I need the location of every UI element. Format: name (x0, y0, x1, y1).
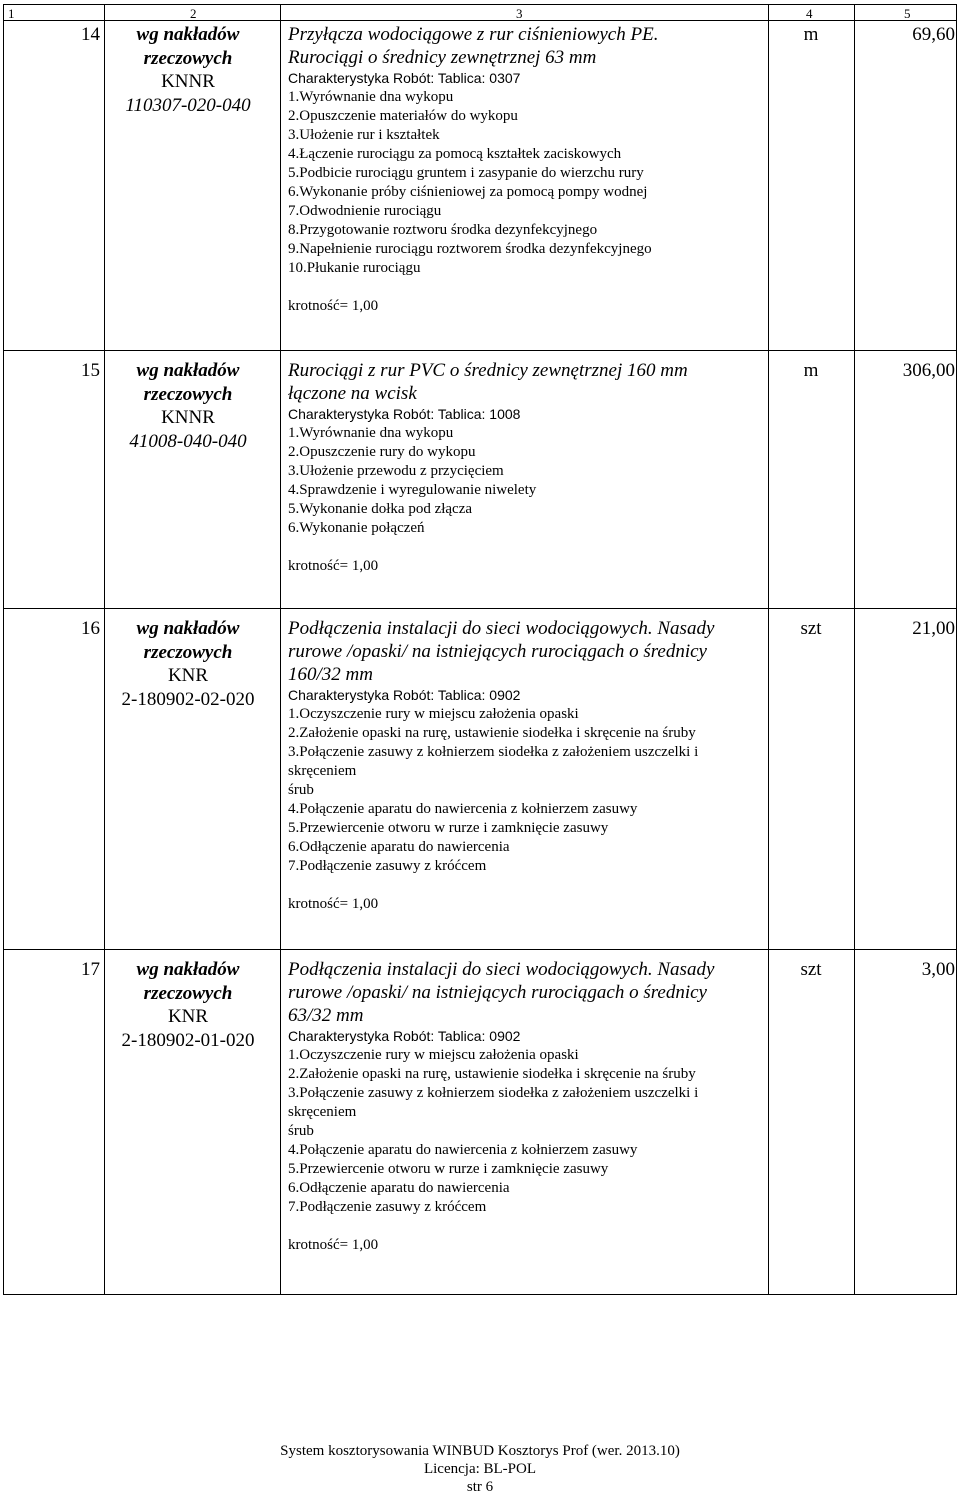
basis-label: wg nakładów (136, 24, 240, 45)
column-divider (104, 5, 105, 1294)
operation-item: 3.Połączenie zasuwy z kołnierzem siodełka z założeniem uszczelki i (288, 1085, 699, 1101)
operation-item: 1.Oczyszczenie rury w miejscu założenia opaski (288, 706, 579, 722)
unit: m (803, 360, 819, 381)
item-basis (107, 23, 269, 117)
item-description (288, 958, 758, 1255)
item-basis (107, 958, 269, 1052)
operation-item: skręceniem (288, 763, 357, 779)
title-line: Rurociągi o średnicy zewnętrznej 63 mm (288, 47, 597, 68)
operation-item: 4.Połączenie aparatu do nawiercenia z kołnierzem zasuwy (288, 1142, 638, 1158)
license-info: Licencja: BL-POL (423, 1461, 537, 1477)
title-line: 63/32 mm (288, 1005, 364, 1026)
work-characteristic: Charakterystyka Robót: Tablica: 1008 (288, 406, 521, 422)
work-characteristic: Charakterystyka Robót: Tablica: 0902 (288, 1028, 521, 1044)
quantity: 306,00 (902, 360, 955, 381)
page-number: str 6 (466, 1479, 494, 1495)
operations-list (288, 1046, 758, 1217)
operation-item: 2.Opuszczenie rury do wykopu (288, 444, 476, 460)
header-col-5: 5 (904, 6, 911, 21)
operation-item: 6.Wykonanie połączeń (288, 520, 425, 536)
operation-item: 7.Podłączenie zasuwy z króćcem (288, 1199, 487, 1215)
title-line: Przyłącza wodociągowe z rur ciśnieniowych PE. (288, 24, 659, 45)
unit: m (803, 24, 819, 45)
header-col-1: 1 (8, 6, 15, 21)
basis-label: rzeczowych (143, 47, 233, 69)
catalog-code: 2-180902-02-020 (121, 688, 255, 710)
item-number: 15 (81, 360, 100, 381)
row-divider (4, 608, 956, 609)
operation-item: 5.Przewiercenie otworu w rurze i zamknięcie zasuwy (288, 1161, 609, 1177)
operation-item: 4.Łączenie rurociągu za pomocą kształtek zaciskowych (288, 146, 622, 162)
catalog-code: 2-180902-01-020 (121, 1029, 255, 1051)
catalog-name: KNNR (161, 71, 215, 92)
quantity: 3,00 (921, 959, 955, 980)
basis-label: wg nakładów (136, 360, 240, 381)
basis-label: rzeczowych (143, 641, 233, 663)
title-line: Rurociągi z rur PVC o średnicy zewnętrznej 160 mm (288, 360, 688, 381)
basis-label: rzeczowych (143, 982, 233, 1004)
title-line: rurowe /opaski/ na istniejących rurociągach o średnicy (288, 641, 707, 662)
row-divider (4, 350, 956, 351)
header-col-2: 2 (190, 6, 197, 21)
item-number: 16 (81, 618, 100, 639)
header-col-4: 4 (806, 6, 813, 21)
column-divider (280, 5, 281, 1294)
work-characteristic: Charakterystyka Robót: Tablica: 0902 (288, 687, 521, 703)
operation-item: 4.Połączenie aparatu do nawiercenia z kołnierzem zasuwy (288, 801, 638, 817)
operation-item: 8.Przygotowanie roztworu środka dezynfekcyjnego (288, 222, 598, 238)
operation-item: 2.Założenie opaski na rurę, ustawienie siodełka i skręcenie na śruby (288, 725, 696, 741)
catalog-code: 41008-040-040 (129, 430, 247, 452)
operation-item: śrub (288, 782, 314, 798)
operation-item: 6.Wykonanie próby ciśnieniowej za pomocą pompy wodnej (288, 184, 648, 200)
operation-item: 7.Odwodnienie rurociągu (288, 203, 442, 219)
multiplier: krotność= 1,00 (288, 298, 379, 314)
item-description (288, 23, 758, 316)
operation-item: 3.Ułożenie przewodu z przycięciem (288, 463, 504, 479)
operation-item: 3.Połączenie zasuwy z kołnierzem siodełka z założeniem uszczelki i (288, 744, 699, 760)
operations-list (288, 88, 758, 278)
unit: szt (800, 618, 822, 639)
item-title (288, 359, 758, 405)
item-basis (107, 359, 269, 453)
operation-item: śrub (288, 1123, 314, 1139)
item-description (288, 617, 758, 914)
multiplier: krotność= 1,00 (288, 558, 379, 574)
column-divider (854, 5, 855, 1294)
catalog-name: KNR (167, 1006, 209, 1027)
row-divider (4, 949, 956, 950)
operation-item: 7.Podłączenie zasuwy z króćcem (288, 858, 487, 874)
item-number: 14 (81, 24, 100, 45)
basis-label: wg nakładów (136, 959, 240, 980)
multiplier: krotność= 1,00 (288, 1237, 379, 1253)
operations-list (288, 705, 758, 876)
operation-item: 5.Wykonanie dołka pod złącza (288, 501, 473, 517)
operation-item: 5.Podbicie rurociągu gruntem i zasypanie do wierzchu rury (288, 165, 644, 181)
page-footer (0, 1442, 960, 1496)
item-title (288, 958, 758, 1027)
operation-item: 2.Opuszczenie materiałów do wykopu (288, 108, 518, 124)
column-divider (768, 5, 769, 1294)
title-line: 160/32 mm (288, 664, 373, 685)
operation-item: 6.Odłączenie aparatu do nawiercenia (288, 1180, 510, 1196)
title-line: Podłączenia instalacji do sieci wodociągowych. Nasady (288, 959, 715, 980)
title-line: rurowe /opaski/ na istniejących rurociągach o średnicy (288, 982, 707, 1003)
operation-item: 10.Płukanie rurociągu (288, 260, 421, 276)
multiplier: krotność= 1,00 (288, 896, 379, 912)
work-characteristic: Charakterystyka Robót: Tablica: 0307 (288, 70, 521, 86)
operation-item: skręceniem (288, 1104, 357, 1120)
operation-item: 5.Przewiercenie otworu w rurze i zamknięcie zasuwy (288, 820, 609, 836)
operation-item: 9.Napełnienie rurociągu roztworem środka dezynfekcyjnego (288, 241, 652, 257)
operation-item: 1.Wyrównanie dna wykopu (288, 89, 454, 105)
catalog-name: KNNR (161, 407, 215, 428)
operation-item: 1.Wyrównanie dna wykopu (288, 425, 454, 441)
basis-label: wg nakładów (136, 618, 240, 639)
operation-item: 2.Założenie opaski na rurę, ustawienie siodełka i skręcenie na śruby (288, 1066, 696, 1082)
operation-item: 6.Odłączenie aparatu do nawiercenia (288, 839, 510, 855)
title-line: łączone na wcisk (288, 383, 417, 404)
item-title (288, 23, 758, 69)
item-title (288, 617, 758, 686)
cost-estimate-table (3, 4, 957, 1295)
header-col-3: 3 (516, 6, 523, 21)
quantity: 21,00 (912, 618, 955, 639)
operations-list (288, 424, 758, 538)
operation-item: 4.Sprawdzenie i wyregulowanie niwelety (288, 482, 537, 498)
item-description (288, 359, 758, 576)
item-number: 17 (81, 959, 100, 980)
catalog-code: 110307-020-040 (125, 94, 251, 116)
title-line: Podłączenia instalacji do sieci wodociągowych. Nasady (288, 618, 715, 639)
quantity: 69,60 (912, 24, 955, 45)
unit: szt (800, 959, 822, 980)
operation-item: 3.Ułożenie rur i kształtek (288, 127, 440, 143)
basis-label: rzeczowych (143, 383, 233, 405)
software-info: System kosztorysowania WINBUD Kosztorys Prof (wer. 2013.10) (280, 1443, 680, 1459)
operation-item: 1.Oczyszczenie rury w miejscu założenia opaski (288, 1047, 579, 1063)
catalog-name: KNR (167, 665, 209, 686)
header-divider (4, 20, 956, 21)
item-basis (107, 617, 269, 711)
